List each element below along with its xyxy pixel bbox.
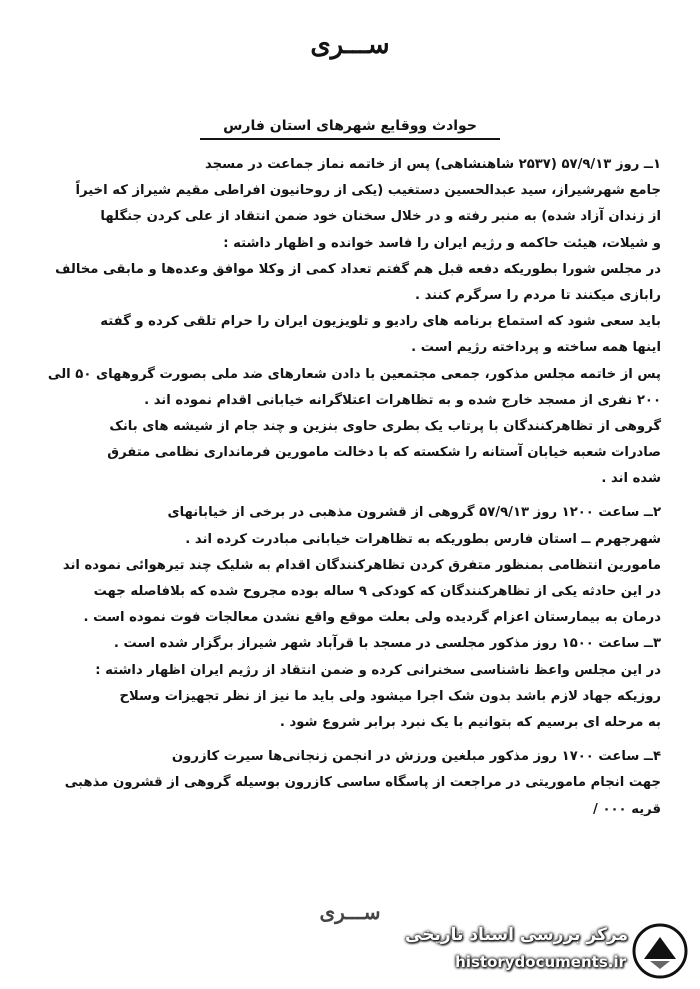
document-line: گروهی از تظاهرکنندگان با پرتاب یک بطری حاوی بنزین و چند جام از شیشه های بانک: [109, 418, 661, 434]
document-line: جهت انجام ماموریتی در مراجعت از پاسگاه ساسی کازرون بوسیله گروهی از قشرون مذهبی: [64, 775, 661, 791]
archive-logo-icon: [632, 923, 688, 979]
document-line: از زندان آزاد شده) به منبر رفته و در خلال سخنان خود ضمن انتقاد از علی کردن جنگلها: [100, 209, 661, 225]
archive-watermark: [398, 919, 688, 983]
classification-stamp-top: ســـری: [310, 30, 390, 60]
document-line: جامع شهرشیراز، سید عبدالحسین دستغیب (یکی از روحانیون افراطی مقیم شیراز که اخیراً: [75, 183, 661, 199]
document-line: شده اند .: [601, 471, 661, 487]
document-line: صادرات شعبه خیابان آستانه را شکسته که با دخالت مامورین فرمانداری نظامی متفرق: [107, 445, 661, 461]
document-line: مامورین انتظامی بمنظور متفرق کردن تظاهرکنندگان اقدام به شلیک چند تیرهوائی نموده اند: [62, 557, 661, 573]
document-line: شهرجهرم ــ استان فارس بطوریکه به تظاهرات خیابانی مبادرت کرده اند .: [185, 531, 661, 547]
document-line: در این مجلس واعظ ناشناسی سخنرانی کرده و ضمن انتقاد از رژیم ایران اظهار داشته :: [95, 662, 661, 678]
document-line: در مجلس شورا بطوریکه دفعه قبل هم گفتم تعداد کمی از وکلا موافق وعده‌ها و مابقی مخالف: [55, 261, 661, 277]
document-line: ۱ــ روز ۵۷/۹/۱۳ (۲۵۳۷ شاهنشاهی) پس از خاتمه نماز جماعت در مسجد: [204, 157, 661, 172]
document-line: به مرحله ای برسیم که بتوانیم با یک نبرد برابر شروع شود .: [279, 714, 661, 730]
document-line: قریه ۰۰۰ /: [593, 801, 661, 817]
document-line: اینها همه ساخته و پرداخته رژیم است .: [411, 340, 661, 356]
document-line: باید سعی شود که استماع برنامه های رادیو و تلویزیون ایران را حرام تلقی کرده و گفته: [100, 314, 661, 330]
classification-stamp-bottom: ســـری: [319, 900, 381, 924]
document-body: [47, 152, 661, 823]
watermark-text-en: historydocuments.ir: [455, 953, 626, 971]
document-line: ۴ــ ساعت ۱۷۰۰ روز مذکور مبلغین ورزش در انجمن زنجانی‌ها سیرت کازرون: [171, 749, 661, 765]
paragraph-gap: [56, 736, 661, 744]
paragraph-gap: [56, 492, 661, 500]
document-line: ۳ــ ساعت ۱۵۰۰ روز مذکور مجلسی در مسجد با قرآباد شهر شیراز برگزار شده است .: [113, 636, 661, 652]
document-line: ۲ــ ساعت ۱۲۰۰ روز ۵۷/۹/۱۳ گروهی از قشرون مذهبی در برخی از خیابانهای: [167, 505, 661, 521]
watermark-text-fa: مرکز بررسی اسناد تاریخی: [405, 925, 628, 945]
document-line: در این حادثه یکی از تظاهرکنندگان که کودکی ۹ ساله بوده مجروح شده که بلافاصله جهت: [93, 584, 661, 599]
document-title: حوادث ووقایع شهرهای استان فارس: [200, 118, 500, 140]
document-line: رابازی میکنند تا مردم را سرگرم کنند .: [414, 287, 661, 303]
document-line: درمان به بیمارستان اعزام گردیده ولی بعلت موقع واقع نشدن معالجات فوت نموده است .: [83, 610, 661, 626]
document-line: روزیکه جهاد لازم باشد بدون شک اجرا میشود ولی باید ما نیز از نظر تجهیزات وسلاح: [119, 688, 661, 704]
document-line: ۲۰۰ نفری از مسجد خارج شده و به تظاهرات اعتلاگرانه خیابانی اقدام نموده اند .: [144, 392, 661, 408]
document-line: پس از خاتمه مجلس مذکور، جمعی مجتمعین با دادن شعارهای ضد ملی بصورت گروههای ۵۰ الی: [47, 366, 661, 382]
document-line: و شیلات، هیئت حاکمه و رژیم ایران را فاسد خوانده و اظهار داشته :: [223, 235, 661, 251]
